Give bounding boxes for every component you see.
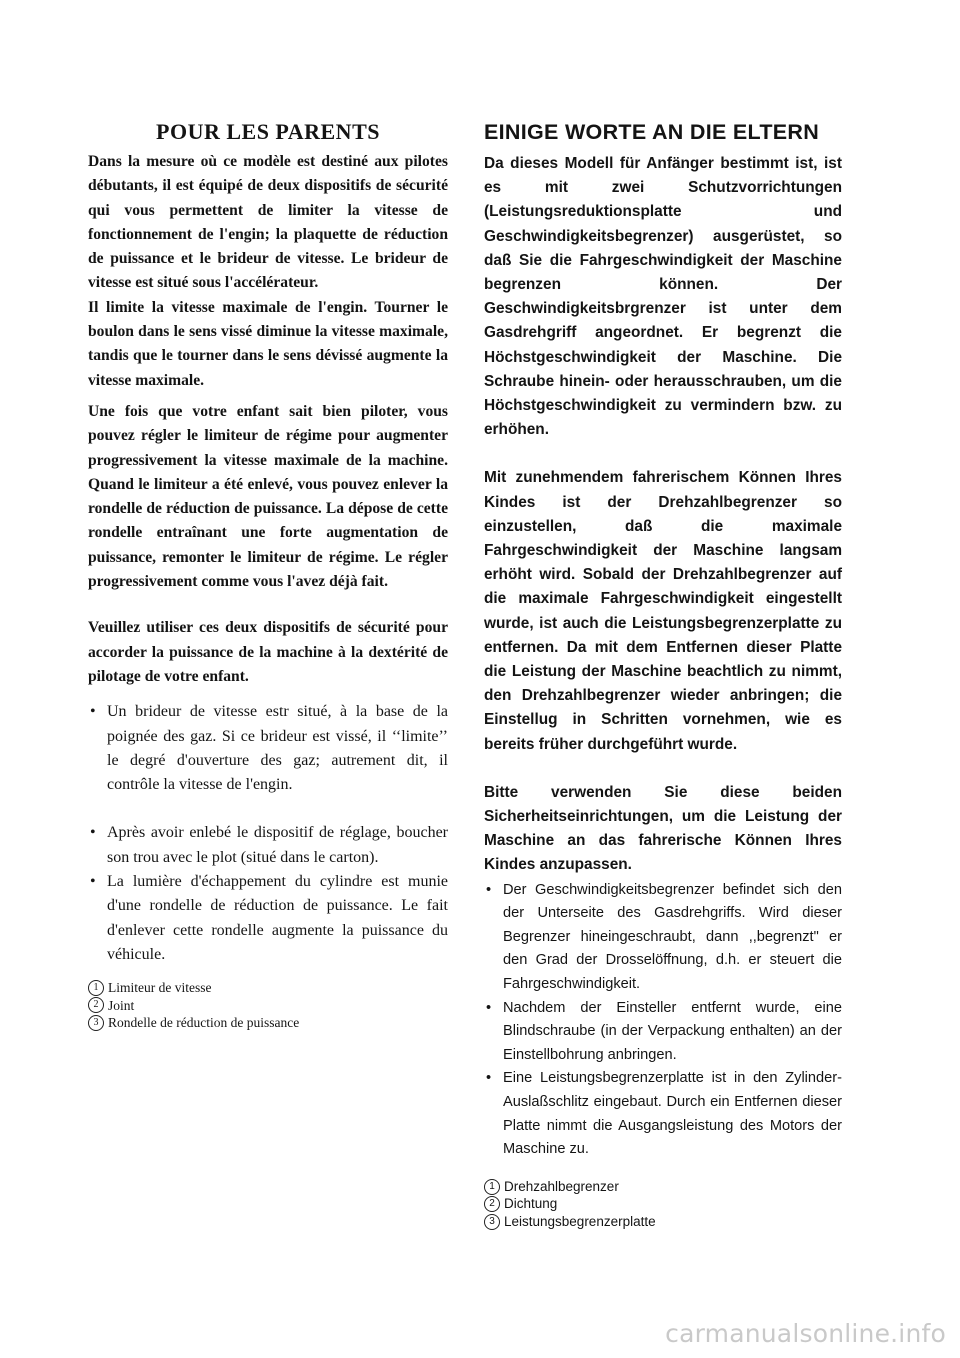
french-caption-text: Limiteur de vitesse (108, 980, 212, 996)
german-caption (484, 1178, 842, 1196)
german-caption (484, 1213, 842, 1231)
german-caption-text: Leistungsbegrenzerplatte (504, 1213, 656, 1229)
german-caption-text: Dichtung (504, 1196, 558, 1212)
french-bullet-text: La lumière d'échappement du cylindre est munie d'une rondelle de réduction de puissance. Le fait d'enlever cette rondelle augmente la puissance du véhicule. (107, 873, 448, 963)
bullet-icon: • (90, 703, 96, 721)
circled-number-icon: 2 (88, 997, 104, 1013)
german-bullet-list (484, 879, 842, 1162)
german-title: EINIGE WORTE AN DIE ELTERN (484, 120, 820, 144)
german-bullet-text: Eine Leistungsbegrenzerplatte ist in den Zylinder-Auslaßschlitz eingebaut. Durch ein Entfernen dieser Platte nimmt die Ausgangsleistung des Motors der Maschine zu. (503, 1070, 842, 1158)
german-bullet-item (484, 879, 842, 997)
french-paragraph-3: Une fois que votre enfant sait bien piloter, vous pouvez régler le limiteur de régime pour augmenter progressivement la vitesse maximale de la machine. Quand le limiteur a été enlevé, vous pouvez enlever la rondelle de réduction de puissance. La dépose de cette rondelle entraînant une forte augmentation de puissance, remonter le limiteur de régime. Le régler progressivement comme vous l'avez déjà fait. (88, 402, 448, 591)
french-caption-list (88, 979, 448, 1032)
german-paragraph-1: Da dieses Modell für Anfänger bestimmt ist, ist es mit zwei Schutzvorrichtungen (Leistungsreduktionsplatte und Geschwindigkeitsbegrenzer) ausgerüstet, so daß Sie die Fahrgeschwindigkeit der Maschine begrenzen können. Der Geschwindigkeitsbrgrenzer ist unter dem Gasdrehgriff angeordnet. Er begrenzt die Höchstgeschwindigkeit der Maschine. Die Schraube hinein- oder herausschrauben, um die Höchstgeschwindigkeit zu vermindern bzw. zu erhöhen. (484, 155, 842, 439)
german-caption-list (484, 1178, 842, 1231)
french-caption (88, 979, 448, 997)
german-bullet-text: Der Geschwindigkeitsbegrenzer befindet sich den der Unterseite des Gasdrehgriffs. Wird dieser Begrenzer hineingeschraubt, dann ,,begrenzt" er den Grad der Drosselöffnung, d.h. er steuert die Fahrgeschwindigkeit. (503, 881, 842, 993)
french-caption (88, 997, 448, 1015)
french-column (88, 118, 448, 1032)
french-caption-text: Joint (108, 997, 135, 1013)
french-paragraph-2: Il limite la vitesse maximale de l'engin. Tourner le boulon dans le sens vissé diminue la vitesse maximale, tandis que le tourner dans le sens dévissé augmente la vitesse maximale. (88, 298, 448, 389)
german-column (484, 118, 842, 1230)
circled-number-icon: 2 (484, 1196, 500, 1212)
french-bullet-text: Après avoir enlebé le dispositif de réglage, boucher son trou avec le plot (situé dans le carton). (107, 824, 448, 866)
bullet-icon: • (90, 873, 96, 891)
watermark: carmanualsonline.info (665, 1319, 946, 1348)
german-caption-text: Drehzahlbegrenzer (504, 1178, 619, 1194)
french-caption-text: Rondelle de réduction de puissance (108, 1015, 300, 1031)
german-bullet-item (484, 1067, 842, 1161)
french-paragraph-1: Dans la mesure où ce modèle est destiné aux pilotes débutants, il est équipé de deux dispositifs de sécurité qui vous permettent de limiter la vitesse de fonctionnement de l'engin; la plaquette de réduction de puissance et le brideur de vitesse. Le brideur de vitesse est situé sous l'accélérateur. (88, 153, 448, 292)
circled-number-icon: 3 (484, 1214, 500, 1230)
german-bullet-text: Nachdem der Einsteller entfernt wurde, eine Blindschraube (in der Verpackung enthalten) an der Einstellbohrung anbringen. (503, 999, 842, 1063)
french-caption (88, 1014, 448, 1032)
circled-number-icon: 1 (484, 1179, 500, 1195)
german-caption (484, 1195, 842, 1213)
bullet-icon: • (486, 881, 492, 898)
german-paragraph-2: Mit zunehmendem fahrerischem Können Ihres Kindes ist der Drehzahlbegrenzer so einzustellen, daß die maximale Fahrgeschwindigkeit der Maschine langsam erhöht wird. Sobald der Drehzahlbegrenzer auf die maximale Fahrgeschwindigkeit eingestellt wurde, ist auch die Leistungsbegrenzerplatte zu entfernen. Da mit dem Entfernen dieser Platte die Leistung der Maschine beachtlich zu nimmt, den Drehzahlbegrenzer wieder anbringen; die Einstellug in Schritten vornehmen, wie es bereits früher durchgeführt wurde. (484, 469, 842, 753)
french-bullet-list (88, 700, 448, 967)
bullet-icon: • (486, 999, 492, 1016)
french-bullet-item (88, 700, 448, 797)
french-title: POUR LES PARENTS (156, 119, 380, 144)
french-bullet-text: Un brideur de vitesse estr situé, à la base de la poignée des gaz. Si ce brideur est vissé, il ‘‘limite’’ le degré d'ouverture des gaz; autrement dit, il contrôle la vitesse de l'engin. (107, 703, 448, 794)
french-paragraph-4: Veuillez utiliser ces deux dispositifs de sécurité pour accorder la puissance de la machine à la dextérité de pilotage de votre enfant. (88, 619, 448, 685)
french-bullet-item (88, 870, 448, 967)
circled-number-icon: 3 (88, 1015, 104, 1031)
circled-number-icon: 1 (88, 980, 104, 996)
french-bullet-item (88, 821, 448, 870)
bullet-icon: • (90, 824, 96, 842)
german-bullet-item (484, 997, 842, 1068)
bullet-icon: • (486, 1070, 492, 1087)
german-paragraph-3: Bitte verwenden Sie diese beiden Sicherheitseinrichtungen, um die Leistung der Maschine an das fahrerische Können Ihres Kindes anzupassen. (484, 783, 842, 874)
